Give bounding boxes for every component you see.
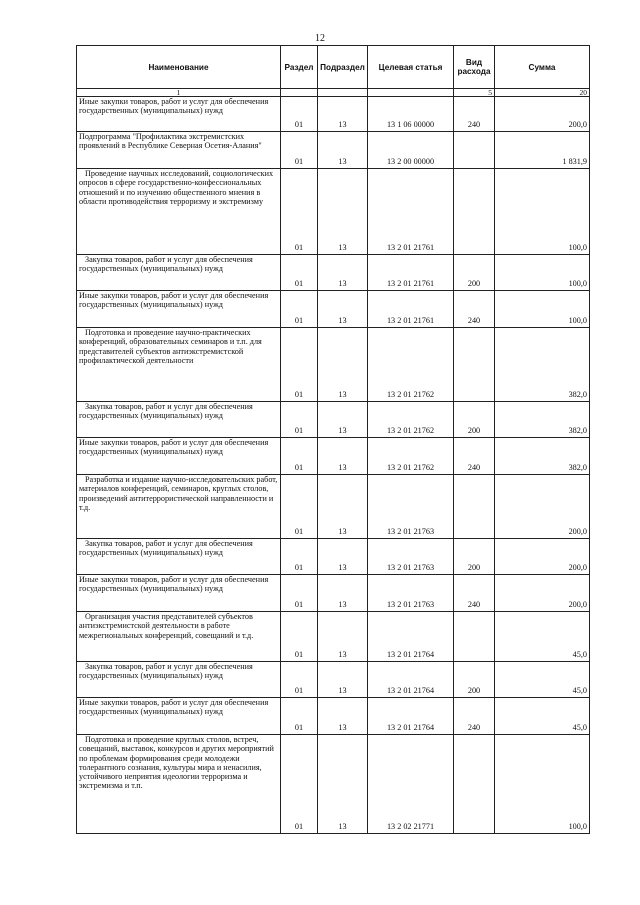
row-name-text: Подпрограмма "Профилактика экстремистских проявлений в Республике Северная Осетия-Алания": [79, 132, 262, 151]
vid-cell: 240: [454, 291, 495, 328]
razdel-cell: 01: [281, 97, 318, 132]
podrazdel-cell: 13: [318, 662, 368, 698]
row-name-text: Иные закупки товаров, работ и услуг для обеспечения государственных (муниципальных) нужд: [79, 438, 269, 457]
vid-cell: [454, 735, 495, 834]
name-cell: [77, 438, 281, 475]
table-row: [77, 438, 590, 475]
name-cell: [77, 612, 281, 662]
index-cell: 5: [454, 89, 495, 97]
table-row: [77, 475, 590, 539]
vid-cell: [454, 475, 495, 539]
vid-cell: [454, 132, 495, 169]
row-name-text: Иные закупки товаров, работ и услуг для обеспечения государственных (муниципальных) нужд: [79, 291, 269, 310]
vid-cell: [454, 612, 495, 662]
summa-cell: 45,0: [495, 612, 590, 662]
razdel-cell: 01: [281, 612, 318, 662]
name-cell: [77, 575, 281, 612]
table-row: [77, 575, 590, 612]
summa-cell: 200,0: [495, 97, 590, 132]
statya-cell: 13 2 01 21762: [368, 438, 454, 475]
summa-cell: 382,0: [495, 438, 590, 475]
summa-cell: 100,0: [495, 735, 590, 834]
podrazdel-cell: 13: [318, 438, 368, 475]
podrazdel-cell: 13: [318, 698, 368, 735]
statya-cell: 13 2 01 21762: [368, 328, 454, 402]
row-name-text: Закупка товаров, работ и услуг для обеспечения государственных (муниципальных) нужд: [79, 662, 253, 681]
index-cell: [318, 89, 368, 97]
razdel-cell: 01: [281, 328, 318, 402]
name-cell: [77, 475, 281, 539]
podrazdel-cell: 13: [318, 735, 368, 834]
row-name-text: Иные закупки товаров, работ и услуг для обеспечения государственных (муниципальных) нужд: [79, 575, 269, 594]
summa-cell: 45,0: [495, 698, 590, 735]
razdel-cell: 01: [281, 255, 318, 291]
header-summa: Сумма: [495, 46, 590, 89]
razdel-cell: 01: [281, 662, 318, 698]
podrazdel-cell: 13: [318, 402, 368, 438]
statya-cell: 13 2 01 21761: [368, 169, 454, 255]
summa-cell: 45,0: [495, 662, 590, 698]
table-row: [77, 735, 590, 834]
statya-cell: 13 2 01 21761: [368, 291, 454, 328]
statya-cell: 13 2 01 21761: [368, 255, 454, 291]
header-row: [77, 46, 590, 89]
razdel-cell: 01: [281, 539, 318, 575]
table-row: [77, 169, 590, 255]
summa-cell: 1 831,9: [495, 132, 590, 169]
table-row: [77, 328, 590, 402]
vid-cell: 240: [454, 575, 495, 612]
podrazdel-cell: 13: [318, 612, 368, 662]
name-cell: [77, 735, 281, 834]
row-name-text: Закупка товаров, работ и услуг для обеспечения государственных (муниципальных) нужд: [79, 255, 253, 274]
statya-cell: 13 2 01 21763: [368, 475, 454, 539]
index-cell: 1: [77, 89, 281, 97]
vid-cell: 240: [454, 438, 495, 475]
header-name: Наименование: [77, 46, 281, 89]
budget-table: [76, 45, 590, 834]
row-name-text: Подготовка и проведение научно-практических конференций, образовательных семинаров и т.п. для представителей субъектов антиэкстремистской профилактической деятельности: [79, 328, 262, 365]
name-cell: [77, 698, 281, 735]
summa-cell: 100,0: [495, 255, 590, 291]
name-cell: [77, 662, 281, 698]
razdel-cell: 01: [281, 698, 318, 735]
razdel-cell: 01: [281, 735, 318, 834]
table-row: [77, 612, 590, 662]
name-cell: [77, 328, 281, 402]
podrazdel-cell: 13: [318, 97, 368, 132]
name-cell: [77, 132, 281, 169]
row-name-text: Проведение научных исследований, социологических опросов в сфере государственно-конфессиональных отношений и по изучению общественного мнения в области противодействия терроризму и экстремизму: [79, 169, 274, 206]
statya-cell: 13 2 01 21762: [368, 402, 454, 438]
razdel-cell: 01: [281, 475, 318, 539]
name-cell: [77, 291, 281, 328]
header-vid: Вид расхода: [454, 46, 495, 89]
vid-cell: 200: [454, 255, 495, 291]
razdel-cell: 01: [281, 438, 318, 475]
summa-cell: 100,0: [495, 169, 590, 255]
table-row: [77, 255, 590, 291]
row-name-text: Организация участия представителей субъектов антиэкстремистской деятельности в работе межрегиональных конференций, совещаний и т.д.: [79, 612, 254, 640]
razdel-cell: 01: [281, 575, 318, 612]
name-cell: [77, 539, 281, 575]
statya-cell: 13 2 01 21764: [368, 698, 454, 735]
podrazdel-cell: 13: [318, 169, 368, 255]
index-cell: [368, 89, 454, 97]
statya-cell: 13 2 01 21764: [368, 612, 454, 662]
razdel-cell: 01: [281, 132, 318, 169]
razdel-cell: 01: [281, 402, 318, 438]
row-name-text: Подготовка и проведение круглых столов, встреч, совещаний, выставок, конкурсов и других мероприятий по проблемам формирования среди молодежи толерантного сознания, культуры мира и ненасилия, устойчивого неприятия идеологии терроризма и экстремизма и т.п.: [79, 735, 274, 791]
table-row: [77, 402, 590, 438]
statya-cell: 13 1 06 00000: [368, 97, 454, 132]
podrazdel-cell: 13: [318, 475, 368, 539]
summa-cell: 100,0: [495, 291, 590, 328]
podrazdel-cell: 13: [318, 328, 368, 402]
vid-cell: 240: [454, 698, 495, 735]
table-row: [77, 662, 590, 698]
row-name-text: Иные закупки товаров, работ и услуг для обеспечения государственных (муниципальных) нужд: [79, 97, 269, 116]
row-name-text: Иные закупки товаров, работ и услуг для обеспечения государственных (муниципальных) нужд: [79, 698, 269, 717]
podrazdel-cell: 13: [318, 255, 368, 291]
table-row: [77, 97, 590, 132]
index-cell: [281, 89, 318, 97]
table-row: [77, 539, 590, 575]
statya-cell: 13 2 01 21763: [368, 539, 454, 575]
podrazdel-cell: 13: [318, 575, 368, 612]
index-row: [77, 89, 590, 97]
name-cell: [77, 255, 281, 291]
vid-cell: [454, 328, 495, 402]
row-name-text: Закупка товаров, работ и услуг для обеспечения государственных (муниципальных) нужд: [79, 402, 253, 421]
vid-cell: [454, 169, 495, 255]
vid-cell: 200: [454, 539, 495, 575]
vid-cell: 240: [454, 97, 495, 132]
podrazdel-cell: 13: [318, 539, 368, 575]
summa-cell: 382,0: [495, 402, 590, 438]
podrazdel-cell: 13: [318, 291, 368, 328]
razdel-cell: 01: [281, 169, 318, 255]
header-razdel: Раздел: [281, 46, 318, 89]
summa-cell: 200,0: [495, 539, 590, 575]
podrazdel-cell: 13: [318, 132, 368, 169]
row-name-text: Разработка и издание научно-исследовательских работ, материалов конференций, семинаров, круглых столов, произведений антитеррористической направленности и т.д.: [79, 475, 278, 512]
summa-cell: 200,0: [495, 475, 590, 539]
header-podrazdel: Подраздел: [318, 46, 368, 89]
row-name-text: Закупка товаров, работ и услуг для обеспечения государственных (муниципальных) нужд: [79, 539, 253, 558]
statya-cell: 13 2 02 21771: [368, 735, 454, 834]
statya-cell: 13 2 01 21764: [368, 662, 454, 698]
table-row: [77, 698, 590, 735]
vid-cell: 200: [454, 662, 495, 698]
vid-cell: 200: [454, 402, 495, 438]
name-cell: [77, 402, 281, 438]
name-cell: [77, 169, 281, 255]
table-row: [77, 132, 590, 169]
index-cell: 20: [495, 89, 590, 97]
table-row: [77, 291, 590, 328]
razdel-cell: 01: [281, 291, 318, 328]
summa-cell: 382,0: [495, 328, 590, 402]
statya-cell: 13 2 01 21763: [368, 575, 454, 612]
page-number: 12: [315, 33, 325, 44]
statya-cell: 13 2 00 00000: [368, 132, 454, 169]
name-cell: [77, 97, 281, 132]
header-statya: Целевая статья: [368, 46, 454, 89]
summa-cell: 200,0: [495, 575, 590, 612]
